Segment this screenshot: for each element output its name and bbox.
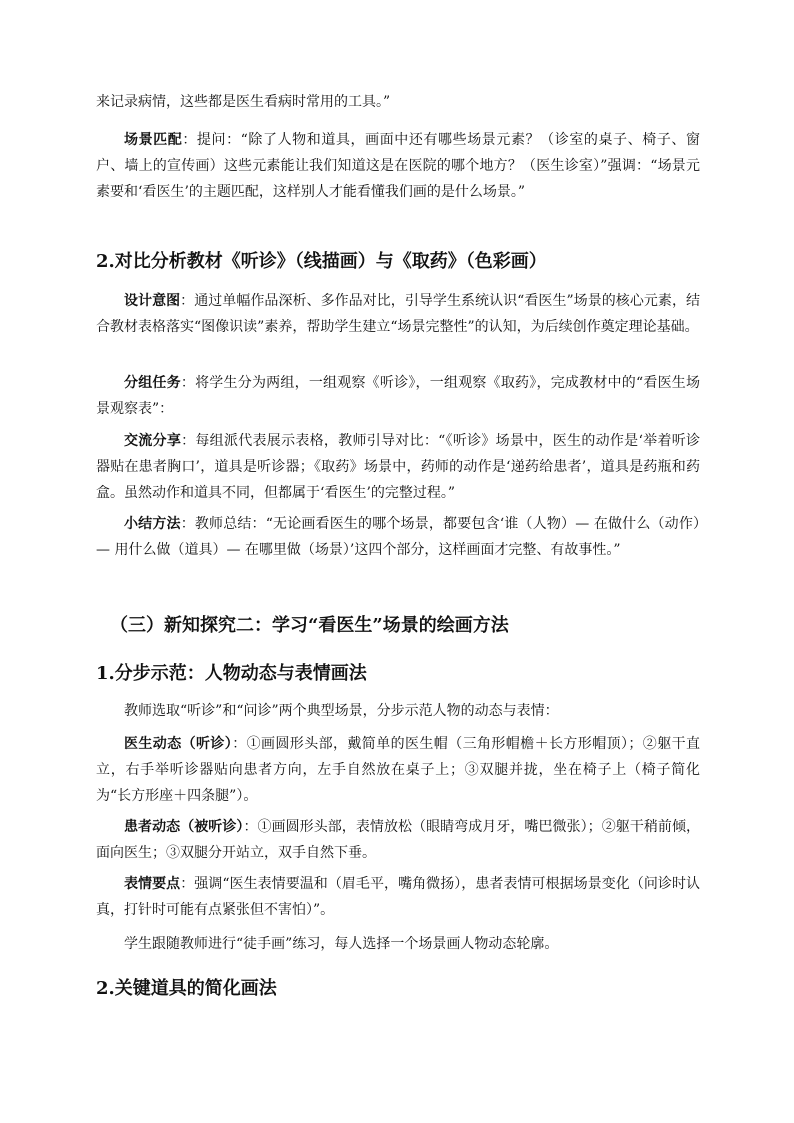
paragraph-label: 小结方法	[124, 516, 181, 532]
section-heading-2: 2.对比分析教材《听诊》（线描画）与《取药》（色彩画）	[96, 251, 547, 272]
paragraph-text: ：将学生分为两组，一组观察《听诊》，一组观察《取药》，完成教材中的“看医生场景观察表”：	[96, 375, 701, 417]
paragraph-text: ：强调“医生表情要温和（眉毛平，嘴角微扬），患者表情可根据场景变化（问诊时认真，打针时可能有点紧张但不害怕）”。	[96, 876, 701, 918]
paragraph-label: 设计意图	[124, 293, 181, 309]
paragraph-expression-points	[96, 871, 700, 923]
section-heading-3-2: 2.关键道具的简化画法	[96, 978, 277, 999]
section-heading-3: （三）新知探究二：学习“看医生”场景的绘画方法	[110, 615, 509, 636]
paragraph-label: 交流分享	[124, 433, 182, 449]
paragraph-tools-summary	[96, 89, 700, 115]
paragraph-summary-method	[96, 511, 700, 563]
paragraph-text: ：①画圆形头部，戴简单的医生帽（三角形帽檐＋长方形帽顶）；②躯干直立，右手举听诊器贴向患者方向，左手自然放在桌子上；③双腿并拢，坐在椅子上（椅子简化为“长方形座＋四条腿”）。	[96, 736, 701, 804]
paragraph-text: 学生跟随教师进行“徒手画”练习，每人选择一个场景画人物动态轮廓。	[124, 936, 559, 952]
paragraph-text: ：①画圆形头部，表情放松（眼睛弯成月牙，嘴巴微张）；②躯干稍前倾，面向医生；③双腿分开站立，双手自然下垂。	[96, 819, 701, 861]
paragraph-label: 场景匹配	[124, 132, 183, 148]
paragraph-label: 医生动态（听诊）	[124, 736, 233, 752]
paragraph-scene-match	[96, 127, 700, 205]
paragraph-text: ：教师总结：“无论画看医生的哪个场景，都要包含‘谁（人物）— 在做什么（动作）— 用什么做（道具）— 在哪里做（场景）’这四个部分，这样画面才完整、有故事性。”	[96, 516, 701, 558]
section-heading-3-1: 1.分步示范：人物动态与表情画法	[96, 663, 367, 684]
paragraph-label: 分组任务	[124, 375, 181, 391]
paragraph-teacher-demo	[96, 698, 700, 724]
paragraph-text: 教师选取“听诊”和“问诊”两个典型场景，分步示范人物的动态与表情：	[124, 703, 559, 719]
paragraph-patient-pose	[96, 814, 700, 866]
paragraph-exchange-share	[96, 428, 700, 506]
paragraph-text: 来记录病情，这些都是医生看病时常用的工具。”	[96, 94, 391, 110]
paragraph-design-intent	[96, 288, 700, 340]
paragraph-doctor-pose	[96, 731, 700, 809]
paragraph-text: ：提问：“除了人物和道具，画面中还有哪些场景元素？（诊室的桌子、椅子、窗户、墙上的宣传画）这些元素能让我们知道这是在医院的哪个地方？（医生诊室）”强调：“场景元素要和‘看医生’的主题匹配，这样别人才能看懂我们画的是什么场景。”	[96, 132, 700, 200]
paragraph-label: 表情要点	[124, 876, 181, 892]
paragraph-student-practice	[96, 931, 700, 957]
paragraph-text: ：每组派代表展示表格，教师引导对比：“《听诊》场景中，医生的动作是‘举着听诊器贴在患者胸口’，道具是听诊器；《取药》场景中，药师的动作是‘递药给患者’，道具是药瓶和药盒。虽然动作和道具不同，但都属于‘看医生’的完整过程。”	[96, 433, 701, 501]
paragraph-text: ：通过单幅作品深析、多作品对比，引导学生系统认识“看医生”场景的核心元素，结合教材表格落实“图像识读”素养，帮助学生建立“场景完整性”的认知，为后续创作奠定理论基础。	[96, 293, 701, 335]
paragraph-label: 患者动态（被听诊）	[124, 819, 244, 835]
paragraph-group-task	[96, 370, 700, 422]
